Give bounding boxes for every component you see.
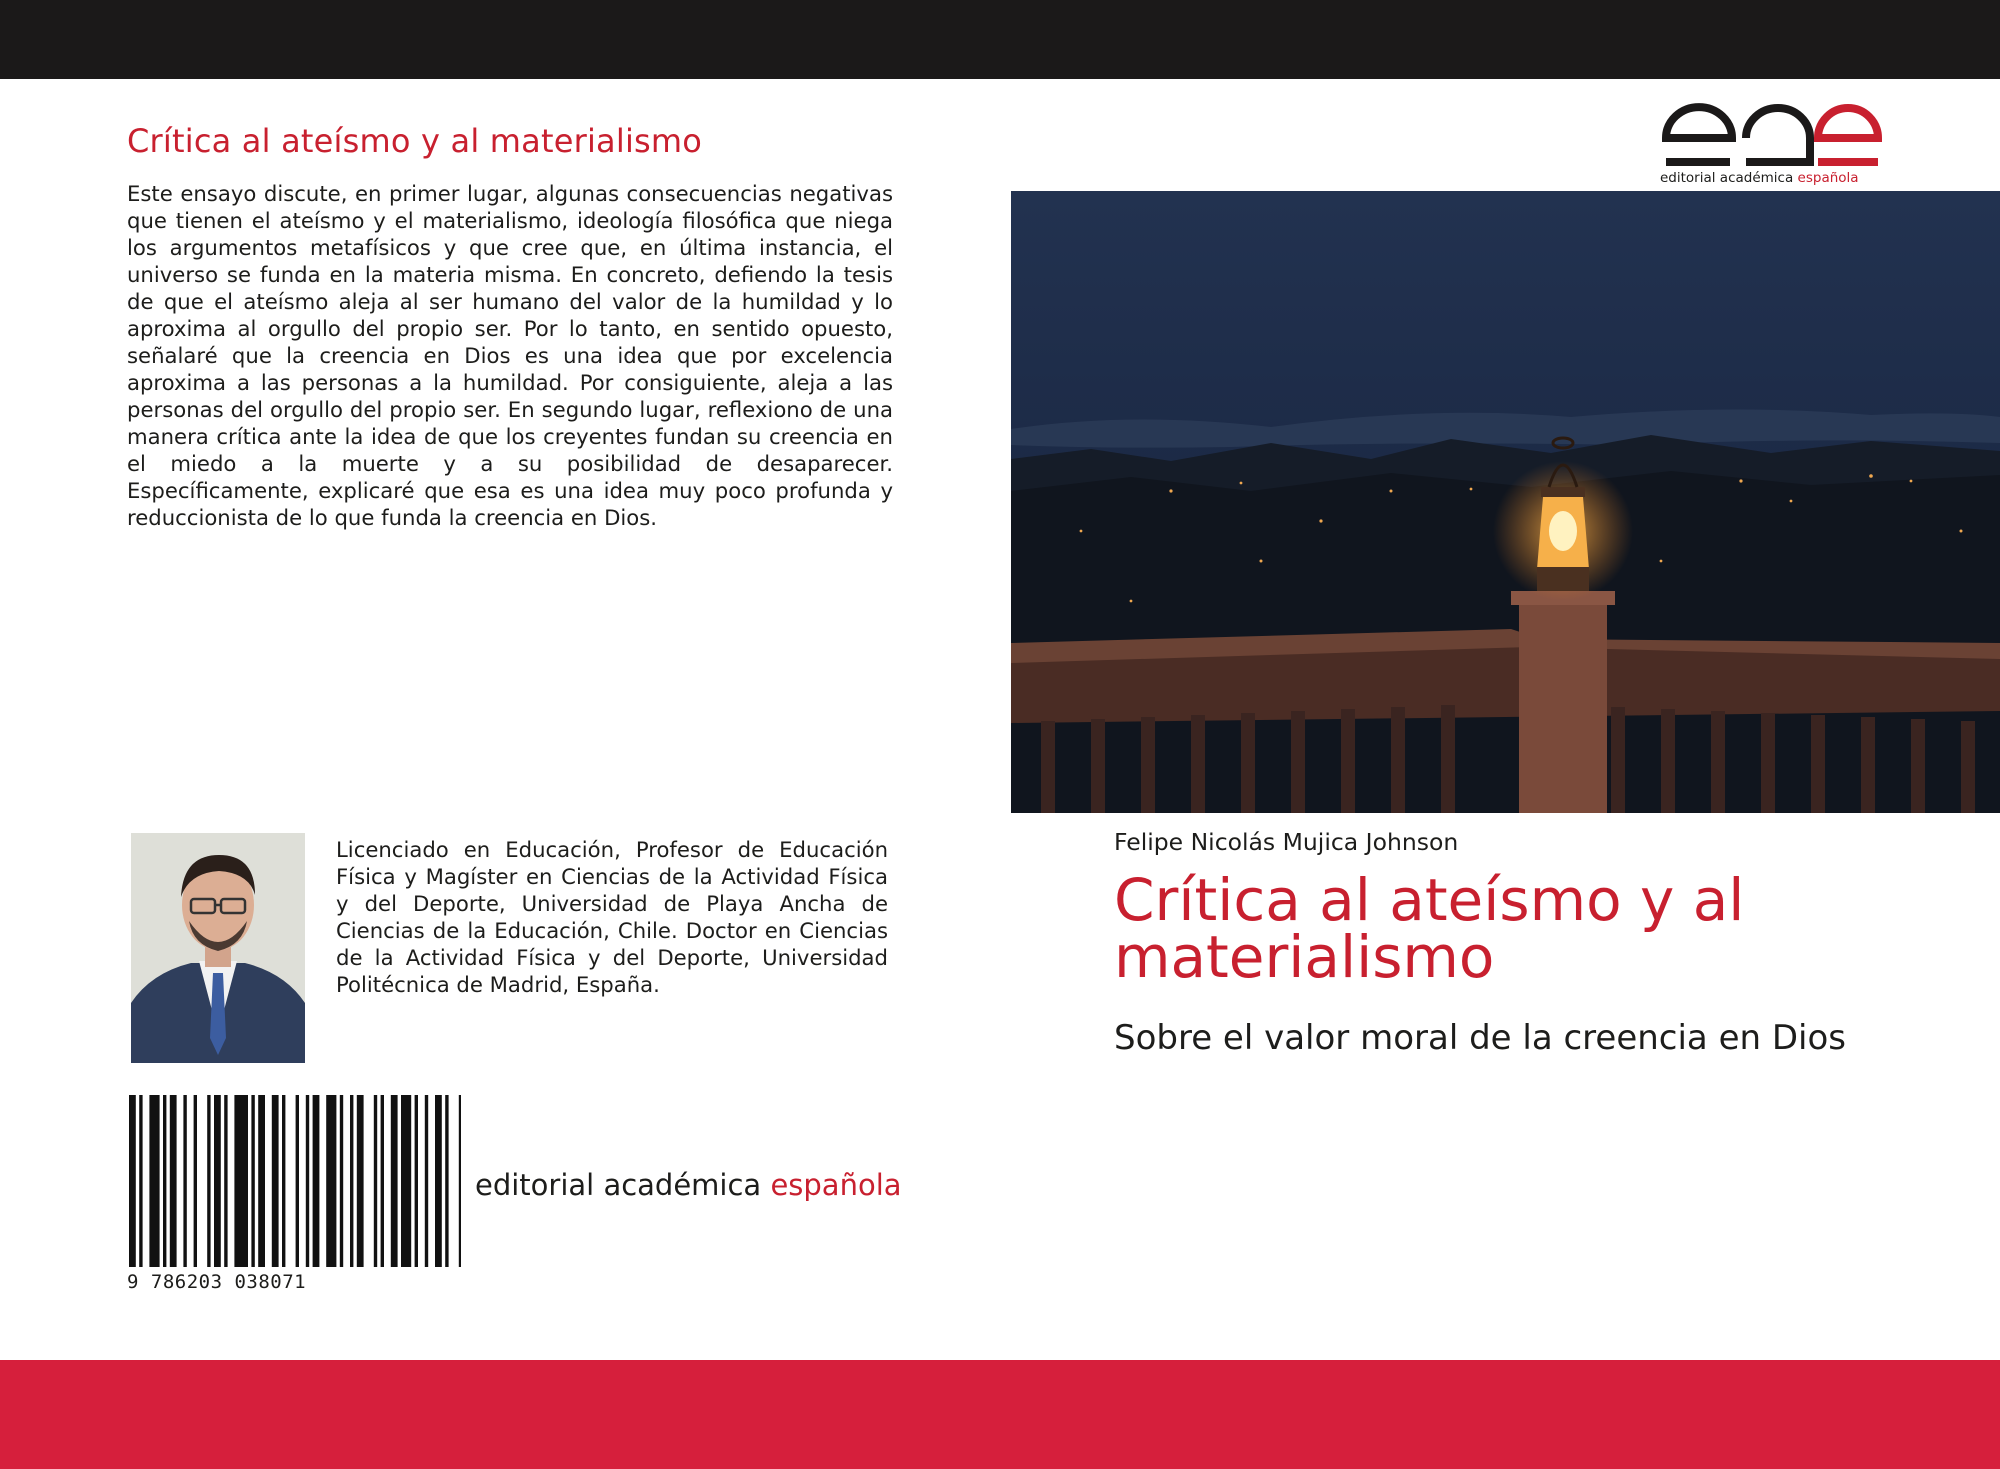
author-bio: Licenciado en Educación, Profesor de Educación Física y Magíster en Ciencias de la Actividad Física y del Deporte, Universidad de Playa Ancha de Ciencias de la Educación, Chile. Doctor en Ciencias de la Actividad Física y del Deporte, Universidad Politécnica de Madrid, España. [336, 837, 888, 997]
isbn-digits: 9 786203 038071 [127, 1271, 307, 1293]
cover-title: Crítica al ateísmo y al materialismo [1114, 866, 1745, 991]
top-band [0, 0, 2000, 79]
back-cover-blurb: Este ensayo discute, en primer lugar, algunas consecuencias negativas que tienen el ateísmo y el materialismo, ideología filosófica que niega los argumentos metafísicos y que cree que, en última instancia, el universo se funda en la materia misma. En concreto, defiendo la tesis de que el ateísmo aleja al ser humano del valor de la humildad y lo aproxima al orgullo del propio ser. Por lo tanto, en sentido opuesto, señalaré que la creencia en Dios es una idea que por excelencia aproxima a las personas a la humildad. Por consiguiente, aleja a las personas del orgullo del propio ser. En segundo lugar, reflexiono de una manera crítica ante la idea de que los creyentes fundan su creencia en el miedo a la muerte y a su posibilidad de desaparecer. Específicamente, explicaré que esa es una idea muy poco profunda y reduccionista de lo que funda la creencia en Dios. [127, 181, 893, 530]
cover-subtitle: Sobre el valor moral de la creencia en Dios [1114, 1018, 1846, 1058]
publisher-imprint [475, 1168, 902, 1202]
logo-caption-main: editorial académica [1660, 170, 1794, 186]
imprint-main: editorial académica [475, 1168, 762, 1202]
isbn-barcode [127, 1095, 461, 1295]
imprint-accent: española [770, 1168, 902, 1202]
author-photo [131, 833, 305, 1063]
logo-caption [1660, 170, 1884, 186]
back-cover-title: Crítica al ateísmo y al materialismo [127, 122, 703, 160]
cover-photo-lantern [1011, 191, 2000, 813]
bottom-band [0, 1360, 2000, 1469]
cover-author-name: Felipe Nicolás Mujica Johnson [1114, 828, 1459, 856]
logo-caption-accent: española [1797, 170, 1859, 186]
